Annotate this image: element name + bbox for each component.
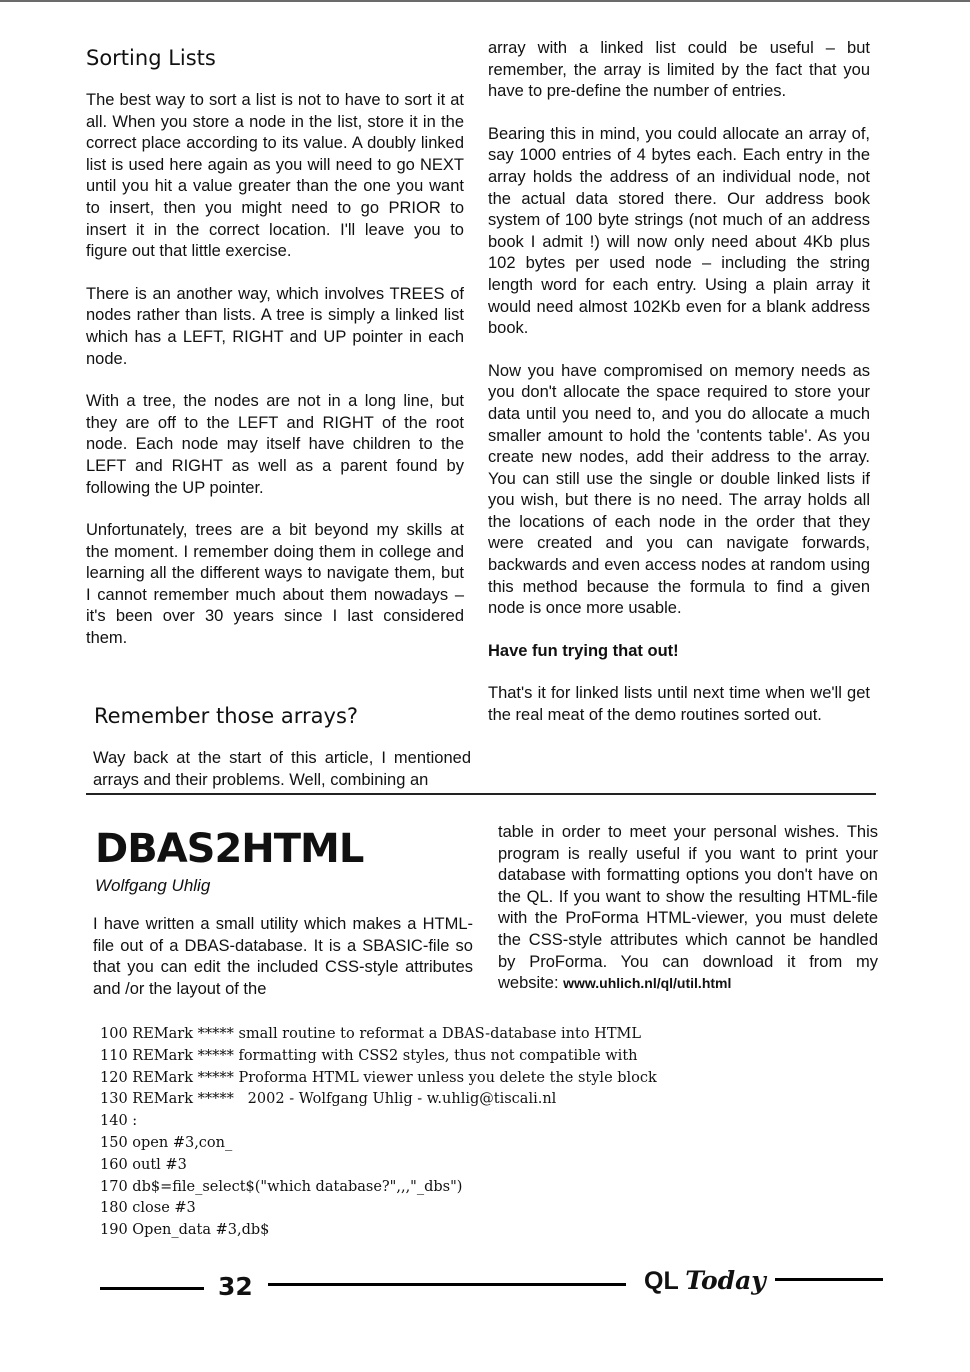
code-listing [100,1024,820,1242]
code-line: 170 db$=file_select$("which database?",,,"_dbs") [100,1178,463,1195]
arrays-paragraph-1: array with a linked list could be useful – but remember, the array is limited by the fact that you have to pre-define the number of entries. [488,39,870,101]
page-number: 32 [218,1272,253,1301]
arrays-heading: Remember those arrays? [94,704,359,728]
sorting-lists-column [86,44,464,671]
arrays-right-column [488,38,870,748]
arrays-closing-paragraph: That's it for linked lists until next time when we'll get the real meat of the demo routines sorted out. [488,684,870,725]
article-title: DBAS2HTML [95,826,364,872]
arrays-bold-line: Have fun trying that out! [488,641,679,660]
sorting-paragraph-3: With a tree, the nodes are not in a long line, but they are off to the LEFT and RIGHT of the root node. Each node may itself have children to the LEFT and RIGHT as well as a parent found by following the UP pointer. [86,392,464,497]
sorting-paragraph-4: Unfortunately, trees are a bit beyond my skills at the moment. I remember doing them in college and learning all the different ways to navigate them, but I cannot remember much about them nowadays – it's been over 30 years since I last considered them. [86,521,464,648]
section-divider [86,793,876,795]
code-line: 100 REMark ***** small routine to reformat a DBAS-database into HTML [100,1026,641,1042]
article-author: Wolfgang Uhlig [95,876,211,895]
arrays-paragraph-left: Way back at the start of this article, I mentioned arrays and their problems. Well, combining an [93,749,471,789]
code-line: 180 close #3 [100,1200,196,1217]
code-line: 160 outl #3 [100,1156,187,1173]
code-line: 120 REMark ***** Proforma HTML viewer unless you delete the style block [100,1069,657,1086]
footer-rule-left [100,1287,204,1290]
code-line: 130 REMark ***** 2002 - Wolfgang Uhlig - w.uhlig@tiscali.nl [100,1091,557,1108]
code-line: 110 REMark ***** formatting with CSS2 styles, thus not compatible with [100,1047,638,1064]
article-url: www.uhlich.nl/ql/util.html [563,975,732,992]
footer-rule-right [775,1278,883,1281]
article-left-column [93,914,473,1021]
sorting-paragraph-1: The best way to sort a list is not to have to sort it at all. When you store a node in the list, store it in the correct place according to its value. A doubly linked list is used here again as you will need to go NEXT until you hit a value greater than the one you want to insert, then you might need to go PRIOR to insert it in the correct location. I'll leave you to figure out that little exercise. [86,91,464,261]
arrays-paragraph-3: Now you have compromised on memory needs as you don't allocate the space required to store your data until you need to, and you do allocate a much smaller amount to hold the 'contents table'. As you create new nodes, add their address to the array. You can still use the single or double linked lists if you wish, but there is no need. The array holds all the locations of each node in the order that they were created and you can navigate forwards, backwards and even access nodes at random using this method because the formula to find a given node is once more usable. [488,361,870,618]
code-line: 190 Open_data #3,db$ [100,1222,270,1239]
sorting-lists-heading: Sorting Lists [86,46,216,70]
sorting-paragraph-2: There is an another way, which involves TREES of nodes rather than lists. A tree is simply a linked list which has a LEFT, RIGHT and UP pointer in each node. [86,284,464,368]
article-paragraph-left: I have written a small utility which makes a HTML-file out of a DBAS-database. It is a SBASIC-file so that you can edit the included CSS-style attributes and /or the layout of the [93,915,473,998]
footer-rule-middle [268,1283,626,1286]
magazine-logo [644,1266,766,1296]
article-right-column [498,822,878,1016]
top-rule [0,0,970,2]
arrays-paragraph-2: Bearing this in mind, you could allocate an array of, say 1000 entries of 4 bytes each. Each entry in the array holds the address of an individual node, not the actual data stored there. Our address book system of 100 byte strings (not much of an address book I admit !) will now only need about 4Kb plus 102 bytes per used node – including the string length word for each entry. Using a plain array it would need almost 102Kb even for a blank address book. [488,124,870,338]
code-line: 140 : [100,1113,138,1130]
arrays-left-column [93,748,471,812]
article-paragraph-right [498,822,878,995]
logo-ql: QL [644,1267,679,1295]
logo-today: Today [685,1266,766,1295]
code-line: 150 open #3,con_ [100,1134,233,1151]
article-paragraph-right-text: table in order to meet your personal wishes. This program is really useful if you want to print your database with formatting options you don't have on the QL. If you want to show the resulting HTML-file with the ProForma HTML-viewer, you must delete the CSS-style attributes which cannot be handled by ProForma. You can download it from my website: [498,823,878,993]
